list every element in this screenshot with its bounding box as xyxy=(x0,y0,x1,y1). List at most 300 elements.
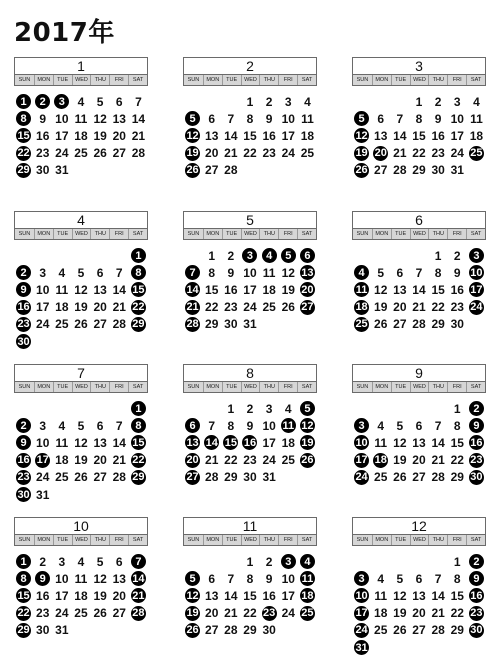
weekday-label: MON xyxy=(203,382,222,392)
day-cell-circled: 7 xyxy=(183,264,202,281)
day-cell: 6 xyxy=(396,265,404,280)
day-grid xyxy=(183,400,317,486)
day-cell: 21 xyxy=(112,453,126,468)
day-cell: 28 xyxy=(205,470,219,485)
day-cell-circled: 28 xyxy=(132,607,145,620)
day-cell: 22 xyxy=(450,606,464,621)
day-cell-circled: 20 xyxy=(374,147,387,160)
empty-cell xyxy=(14,247,33,264)
day-cell: 20 xyxy=(393,300,407,315)
day-cell: 10 xyxy=(55,571,69,586)
day-cell: 13 xyxy=(412,435,426,450)
weekday-label: SAT xyxy=(297,535,316,545)
empty-cell xyxy=(14,400,33,417)
weekday-label: WED xyxy=(72,382,91,392)
day-cell: 23 xyxy=(243,453,257,468)
day-cell: 30 xyxy=(431,163,445,178)
day-cell: 28 xyxy=(224,623,238,638)
day-cell: 6 xyxy=(96,418,104,433)
weekday-label: SUN xyxy=(356,77,369,83)
weekday-row xyxy=(14,75,148,86)
day-cell-circled: 14 xyxy=(186,283,199,296)
day-cell: 7 xyxy=(115,418,123,433)
day-cell-circled: 17 xyxy=(36,454,49,467)
day-cell: 25 xyxy=(55,317,69,332)
day-cell: 14 xyxy=(412,282,426,297)
day-cell: 12 xyxy=(374,282,388,297)
day-cell-circled: 2 xyxy=(14,264,33,281)
empty-cell xyxy=(371,247,390,264)
month-12 xyxy=(352,517,486,656)
weekday-label: TUE xyxy=(391,535,410,545)
day-cell: 13 xyxy=(205,128,219,143)
day-cell: 14 xyxy=(131,111,146,126)
day-cell: 4 xyxy=(377,571,385,586)
day-cell: 25 xyxy=(374,470,388,485)
empty-cell xyxy=(183,93,202,110)
day-cell-circled: 18 xyxy=(301,589,314,602)
day-cell-circled: 14 xyxy=(132,572,145,585)
month-header: 4 xyxy=(14,211,148,229)
day-cell: 21 xyxy=(412,300,426,315)
day-cell: 16 xyxy=(450,282,464,297)
day-grid xyxy=(352,553,486,656)
day-cell: 9 xyxy=(265,571,273,586)
weekday-label: SAT xyxy=(297,229,316,239)
day-cell-circled: 18 xyxy=(355,301,368,314)
day-cell-circled: 29 xyxy=(132,471,145,484)
day-cell: 13 xyxy=(393,282,407,297)
day-cell: 3 xyxy=(58,554,66,569)
day-cell: 13 xyxy=(112,571,126,586)
day-cell: 9 xyxy=(246,418,254,433)
day-cell: 27 xyxy=(412,470,426,485)
day-cell: 31 xyxy=(55,163,69,178)
empty-cell xyxy=(409,247,428,264)
day-cell: 10 xyxy=(450,111,464,126)
day-cell: 11 xyxy=(470,111,483,126)
day-cell: 30 xyxy=(36,163,50,178)
day-cell: 29 xyxy=(450,470,464,485)
day-cell: 11 xyxy=(301,111,314,126)
weekday-row xyxy=(14,535,148,546)
empty-cell xyxy=(429,553,448,570)
empty-cell xyxy=(110,247,129,264)
day-cell-circled: 5 xyxy=(352,110,371,127)
day-cell: 6 xyxy=(96,265,104,280)
day-cell: 5 xyxy=(396,418,404,433)
day-cell: 2 xyxy=(246,401,254,416)
empty-cell xyxy=(183,247,202,264)
day-cell: 20 xyxy=(205,146,219,161)
weekday-label: SAT xyxy=(466,535,485,545)
weekday-label: SUN xyxy=(187,384,200,390)
empty-cell xyxy=(91,247,110,264)
day-cell: 20 xyxy=(205,606,219,621)
weekday-label: WED xyxy=(410,535,429,545)
weekday-label: TUE xyxy=(53,382,72,392)
day-cell-circled: 9 xyxy=(33,570,52,587)
weekday-label: SUN xyxy=(356,384,369,390)
month-header: 11 xyxy=(183,517,317,535)
day-grid xyxy=(352,93,486,179)
day-cell: 29 xyxy=(412,163,426,178)
day-cell: 22 xyxy=(205,300,219,315)
empty-cell xyxy=(202,93,221,110)
day-cell: 14 xyxy=(393,128,407,143)
day-cell: 28 xyxy=(131,146,146,161)
day-cell: 28 xyxy=(431,623,445,638)
day-cell: 10 xyxy=(262,418,276,433)
day-cell: 24 xyxy=(262,453,276,468)
empty-cell xyxy=(52,247,71,264)
day-cell: 5 xyxy=(396,571,404,586)
month-3 xyxy=(352,57,486,179)
day-cell-circled: 24 xyxy=(355,471,368,484)
day-cell-circled: 16 xyxy=(470,589,483,602)
empty-cell xyxy=(371,93,390,110)
day-cell-circled: 5 xyxy=(183,110,202,127)
weekday-label: MON xyxy=(203,535,222,545)
weekday-label: FRI xyxy=(447,75,466,85)
day-cell: 20 xyxy=(112,588,126,603)
day-cell: 4 xyxy=(377,418,385,433)
day-cell-circled: 17 xyxy=(470,283,483,296)
empty-cell xyxy=(409,400,428,417)
day-cell: 23 xyxy=(36,606,50,621)
day-cell: 18 xyxy=(300,128,315,143)
day-cell: 25 xyxy=(300,146,315,161)
day-cell-circled: 30 xyxy=(17,488,30,501)
day-cell-circled: 26 xyxy=(186,624,199,637)
weekday-label: SUN xyxy=(187,77,200,83)
weekday-label: THU xyxy=(259,229,278,239)
day-cell: 2 xyxy=(39,554,47,569)
day-cell: 25 xyxy=(281,453,295,468)
weekday-label: SAT xyxy=(297,382,316,392)
day-cell-circled: 22 xyxy=(132,454,145,467)
day-cell: 24 xyxy=(281,146,295,161)
day-cell: 30 xyxy=(36,623,50,638)
day-cell: 18 xyxy=(74,128,88,143)
day-cell-circled: 23 xyxy=(470,607,483,620)
day-cell-circled: 19 xyxy=(186,607,199,620)
day-cell: 30 xyxy=(262,623,276,638)
month-11 xyxy=(183,517,317,639)
day-cell: 6 xyxy=(208,111,216,126)
weekday-label: SAT xyxy=(128,535,147,545)
day-cell-circled: 18 xyxy=(374,454,387,467)
day-cell: 10 xyxy=(36,282,50,297)
day-cell: 20 xyxy=(412,453,426,468)
weekday-label: FRI xyxy=(278,75,297,85)
day-cell-circled: 3 xyxy=(467,247,486,264)
day-cell: 9 xyxy=(39,111,47,126)
day-cell-circled: 24 xyxy=(470,301,483,314)
weekday-row xyxy=(183,229,317,240)
weekday-label: SAT xyxy=(297,75,316,85)
day-cell: 6 xyxy=(115,554,123,569)
day-cell: 12 xyxy=(93,111,107,126)
day-cell-circled: 29 xyxy=(17,164,30,177)
day-cell-circled: 15 xyxy=(132,283,145,296)
day-cell: 18 xyxy=(281,435,295,450)
day-grid xyxy=(183,553,317,639)
day-cell: 25 xyxy=(74,146,88,161)
weekday-label: WED xyxy=(410,75,429,85)
day-cell: 1 xyxy=(246,554,254,569)
weekday-label: TUE xyxy=(53,535,72,545)
day-cell: 3 xyxy=(453,94,461,109)
day-cell-circled: 19 xyxy=(301,436,314,449)
day-cell-circled: 20 xyxy=(186,454,199,467)
month-5 xyxy=(183,211,317,333)
day-cell: 9 xyxy=(453,265,461,280)
weekday-label: MON xyxy=(34,229,53,239)
day-cell: 14 xyxy=(431,435,445,450)
day-cell: 8 xyxy=(453,571,461,586)
day-cell: 7 xyxy=(227,111,235,126)
day-cell: 17 xyxy=(36,300,50,315)
empty-cell xyxy=(33,400,52,417)
weekday-row xyxy=(183,535,317,546)
day-cell-circled: 1 xyxy=(129,247,148,264)
day-cell: 29 xyxy=(450,623,464,638)
day-cell: 9 xyxy=(265,111,273,126)
weekday-label: WED xyxy=(72,75,91,85)
weekday-label: MON xyxy=(203,75,222,85)
day-cell-circled: 17 xyxy=(355,607,368,620)
day-cell: 17 xyxy=(262,435,276,450)
day-cell: 31 xyxy=(36,487,50,502)
day-cell: 27 xyxy=(112,146,126,161)
weekday-row xyxy=(183,382,317,393)
day-cell-circled: 6 xyxy=(183,417,202,434)
day-grid xyxy=(352,400,486,486)
day-cell: 5 xyxy=(377,265,385,280)
empty-cell xyxy=(91,400,110,417)
day-cell-circled: 23 xyxy=(17,471,30,484)
weekday-label: TUE xyxy=(222,382,241,392)
day-cell: 19 xyxy=(93,128,107,143)
day-cell: 26 xyxy=(393,623,407,638)
day-cell-circled: 2 xyxy=(14,417,33,434)
day-cell: 30 xyxy=(224,317,238,332)
day-cell-circled: 13 xyxy=(301,266,314,279)
day-cell: 7 xyxy=(434,418,442,433)
weekday-label: TUE xyxy=(222,75,241,85)
month-header: 5 xyxy=(183,211,317,229)
day-cell: 15 xyxy=(450,435,464,450)
weekday-row xyxy=(352,535,486,546)
month-10 xyxy=(14,517,148,639)
day-cell: 18 xyxy=(55,453,69,468)
day-cell: 29 xyxy=(224,470,238,485)
day-cell: 11 xyxy=(262,265,276,280)
day-cell-circled: 21 xyxy=(186,301,199,314)
day-cell: 30 xyxy=(450,317,464,332)
day-cell-circled: 30 xyxy=(470,624,483,637)
day-cell: 18 xyxy=(262,282,276,297)
day-cell-circled: 4 xyxy=(352,264,371,281)
day-cell: 23 xyxy=(450,300,464,315)
day-grid xyxy=(352,247,486,333)
month-header: 9 xyxy=(352,364,486,382)
day-cell: 6 xyxy=(208,571,216,586)
day-cell: 12 xyxy=(393,435,407,450)
day-cell: 13 xyxy=(205,588,219,603)
weekday-label: MON xyxy=(34,535,53,545)
weekday-label: SAT xyxy=(128,75,147,85)
day-cell: 24 xyxy=(243,300,257,315)
day-cell: 2 xyxy=(265,554,273,569)
day-cell-circled: 15 xyxy=(224,436,237,449)
weekday-label: TUE xyxy=(222,535,241,545)
day-cell: 8 xyxy=(227,418,235,433)
year-title: 2017年 xyxy=(14,18,115,48)
day-cell: 4 xyxy=(304,94,311,109)
empty-cell xyxy=(409,553,428,570)
weekday-label: THU xyxy=(90,382,109,392)
day-cell-circled: 22 xyxy=(132,301,145,314)
weekday-label: TUE xyxy=(53,229,72,239)
day-cell: 13 xyxy=(112,111,126,126)
day-cell: 29 xyxy=(205,317,219,332)
month-header: 10 xyxy=(14,517,148,535)
day-cell: 17 xyxy=(243,282,257,297)
day-cell: 21 xyxy=(393,146,407,161)
day-grid xyxy=(14,553,148,639)
day-cell: 3 xyxy=(39,265,47,280)
day-cell: 14 xyxy=(112,282,126,297)
day-cell: 2 xyxy=(434,94,442,109)
day-cell-circled: 14 xyxy=(205,436,218,449)
weekday-label: WED xyxy=(241,535,260,545)
day-cell: 10 xyxy=(281,111,295,126)
day-cell-circled: 13 xyxy=(186,436,199,449)
day-cell: 31 xyxy=(450,163,464,178)
day-cell: 19 xyxy=(374,300,388,315)
day-cell: 13 xyxy=(93,282,107,297)
day-cell-circled: 1 xyxy=(14,93,33,110)
weekday-label: THU xyxy=(428,229,447,239)
month-6 xyxy=(352,211,486,333)
weekday-label: FRI xyxy=(447,382,466,392)
weekday-label: SUN xyxy=(18,231,31,237)
day-cell: 31 xyxy=(55,623,69,638)
weekday-label: FRI xyxy=(109,535,128,545)
empty-cell xyxy=(202,553,221,570)
day-cell-circled: 3 xyxy=(240,247,259,264)
day-cell: 1 xyxy=(246,94,254,109)
day-cell-circled: 30 xyxy=(17,335,30,348)
weekday-row xyxy=(352,229,486,240)
day-cell: 15 xyxy=(243,128,257,143)
day-cell-circled: 17 xyxy=(355,454,368,467)
day-cell: 12 xyxy=(281,265,295,280)
day-cell: 1 xyxy=(208,248,216,263)
day-cell: 28 xyxy=(112,470,126,485)
day-cell-circled: 29 xyxy=(132,318,145,331)
weekday-label: MON xyxy=(372,535,391,545)
day-cell: 3 xyxy=(39,418,47,433)
day-cell: 15 xyxy=(450,588,464,603)
empty-cell xyxy=(390,93,409,110)
day-cell: 15 xyxy=(205,282,219,297)
day-cell: 31 xyxy=(243,317,257,332)
month-9 xyxy=(352,364,486,486)
day-cell: 30 xyxy=(243,470,257,485)
day-cell: 6 xyxy=(415,418,423,433)
empty-cell xyxy=(71,247,90,264)
day-cell: 19 xyxy=(393,453,407,468)
month-7 xyxy=(14,364,148,503)
month-header: 12 xyxy=(352,517,486,535)
day-cell-circled: 15 xyxy=(132,436,145,449)
day-cell: 22 xyxy=(412,146,426,161)
day-cell: 16 xyxy=(262,588,276,603)
day-cell: 22 xyxy=(450,453,464,468)
day-grid xyxy=(183,93,317,179)
day-cell: 9 xyxy=(434,111,442,126)
day-cell-circled: 16 xyxy=(17,454,30,467)
day-cell: 27 xyxy=(205,163,219,178)
day-cell: 25 xyxy=(374,623,388,638)
weekday-label: TUE xyxy=(53,75,72,85)
day-cell-circled: 26 xyxy=(301,454,314,467)
day-cell: 26 xyxy=(93,146,107,161)
day-cell-circled: 11 xyxy=(301,572,314,585)
day-cell-circled: 15 xyxy=(17,589,30,602)
day-cell-circled: 8 xyxy=(14,570,33,587)
day-cell-circled: 8 xyxy=(129,417,148,434)
weekday-label: FRI xyxy=(109,229,128,239)
day-cell: 13 xyxy=(93,435,107,450)
weekday-label: SAT xyxy=(128,229,147,239)
day-cell: 24 xyxy=(36,470,50,485)
day-cell: 11 xyxy=(55,435,69,450)
day-cell-circled: 5 xyxy=(183,570,202,587)
day-cell: 22 xyxy=(431,300,445,315)
day-cell: 16 xyxy=(36,588,50,603)
day-cell-circled: 20 xyxy=(301,283,314,296)
day-cell: 28 xyxy=(412,317,426,332)
day-cell: 29 xyxy=(431,317,445,332)
day-cell: 21 xyxy=(431,606,445,621)
weekday-label: TUE xyxy=(391,229,410,239)
month-header: 2 xyxy=(183,57,317,75)
empty-cell xyxy=(390,553,409,570)
weekday-label: FRI xyxy=(278,382,297,392)
day-cell: 1 xyxy=(415,94,423,109)
day-cell: 13 xyxy=(412,588,426,603)
day-cell: 2 xyxy=(227,248,235,263)
day-cell: 28 xyxy=(431,470,445,485)
day-cell-circled: 8 xyxy=(129,264,148,281)
weekday-label: THU xyxy=(428,382,447,392)
weekday-row xyxy=(352,75,486,86)
day-cell: 6 xyxy=(377,111,385,126)
day-cell: 27 xyxy=(412,623,426,638)
day-cell-circled: 10 xyxy=(355,589,368,602)
day-cell: 5 xyxy=(77,418,85,433)
day-cell-circled: 2 xyxy=(467,400,486,417)
day-cell: 17 xyxy=(281,128,295,143)
day-cell: 27 xyxy=(93,470,107,485)
weekday-label: THU xyxy=(428,75,447,85)
weekday-label: MON xyxy=(372,229,391,239)
empty-cell xyxy=(352,247,371,264)
